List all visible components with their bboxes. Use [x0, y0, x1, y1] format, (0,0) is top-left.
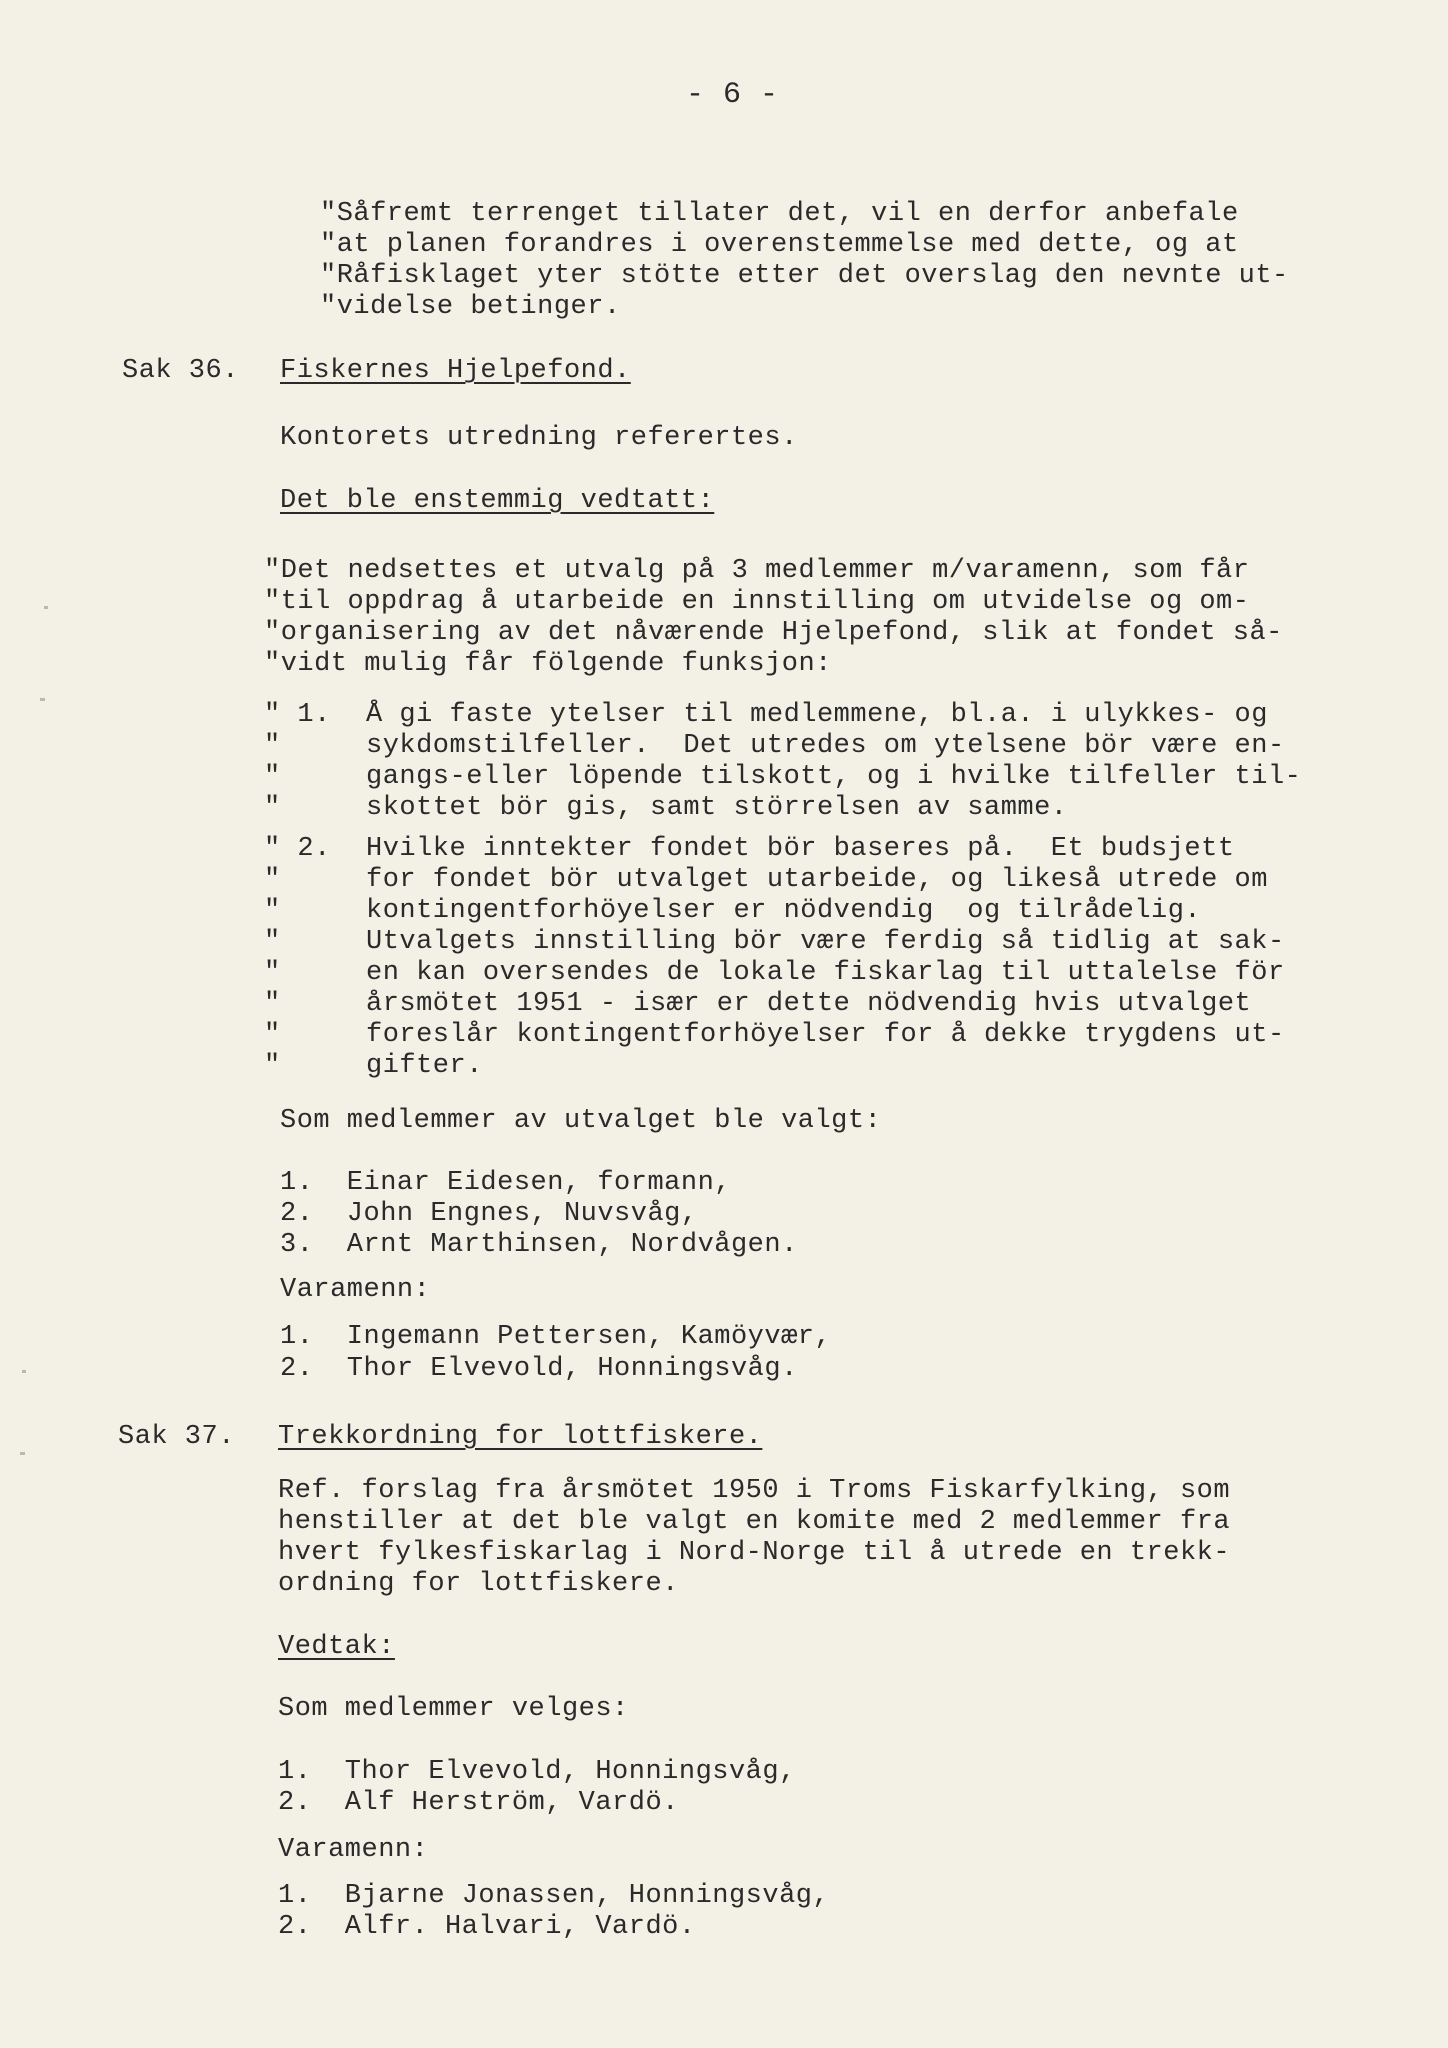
page-number: - 6 -	[686, 78, 779, 112]
point2-line: gifter.	[366, 1051, 483, 1081]
point2-line: Utvalgets innstilling bör være ferdig så tidlig at sak-	[366, 927, 1285, 957]
member-item: 1. Thor Elvevold, Honningsvåg,	[278, 1757, 796, 1787]
point2-line: en kan oversendes de lokale fiskarlag til uttalelse för	[366, 958, 1285, 988]
resolution-line: "til oppdrag å utarbeide en innstilling om utvidelse og om-	[264, 587, 1250, 617]
margin-speck	[44, 606, 48, 609]
point2-line: kontingentforhöyelser er nödvendig og tilrådelig.	[366, 896, 1202, 926]
sak37-decision-heading: Vedtak:	[278, 1632, 395, 1662]
sak36-deputies-heading: Varamenn:	[280, 1275, 431, 1305]
point2-line: foreslår kontingentforhöyelser for å dekke trygdens ut-	[366, 1020, 1285, 1050]
point1-line: sykdomstilfeller. Det utredes om ytelsene bör være en-	[366, 731, 1285, 761]
member-item: 2. John Engnes, Nuvsvåg,	[280, 1199, 698, 1229]
sak36-members-heading: Som medlemmer av utvalget ble valgt:	[280, 1106, 882, 1136]
member-item: 2. Alf Herström, Vardö.	[278, 1788, 679, 1818]
resolution-line: "vidt mulig får fölgende funksjon:	[264, 649, 832, 679]
sak36-note: Kontorets utredning referertes.	[280, 423, 798, 453]
point1-line: gangs-eller löpende tilskott, og i hvilke tilfeller til-	[366, 762, 1302, 792]
deputy-item: 2. Thor Elvevold, Honningsvåg.	[280, 1354, 798, 1384]
deputy-item: 1. Ingemann Pettersen, Kamöyvær,	[280, 1322, 832, 1352]
deputy-item: 2. Alfr. Halvari, Vardö.	[278, 1912, 696, 1942]
point2-quote-mark: "	[264, 896, 281, 926]
intro-quote-line: "at planen forandres i overenstemmelse med dette, og at	[320, 230, 1239, 260]
sak36-title: Fiskernes Hjelpefond.	[280, 356, 631, 386]
sak36-number: Sak 36.	[122, 356, 239, 386]
point1-quote-mark: "	[264, 731, 281, 761]
member-item: 1. Einar Eidesen, formann,	[280, 1168, 731, 1198]
intro-quote-line: "Råfisklaget yter stötte etter det overslag den nevnte ut-	[320, 261, 1289, 291]
sak36-decision-heading: Det ble enstemmig vedtatt:	[280, 486, 715, 516]
resolution-line: "organisering av det nåværende Hjelpefond, slik at fondet så-	[264, 618, 1283, 648]
point2-line: Hvilke inntekter fondet bör baseres på. Et budsjett	[366, 834, 1235, 864]
sak37-title: Trekkordning for lottfiskere.	[278, 1422, 763, 1452]
point2-line: årsmötet 1951 - især er dette nödvendig hvis utvalget	[366, 989, 1252, 1019]
sak37-deputies-heading: Varamenn:	[278, 1835, 429, 1865]
margin-speck	[20, 1452, 25, 1455]
point1-quote-mark: "	[264, 793, 281, 823]
point2-quote-mark: "	[264, 1020, 281, 1050]
sak37-ref-line: ordning for lottfiskere.	[278, 1569, 679, 1599]
resolution-line: "Det nedsettes et utvalg på 3 medlemmer m/varamenn, som får	[264, 556, 1250, 586]
point2-quote-mark: "	[264, 865, 281, 895]
point2-quote-mark: "	[264, 989, 281, 1019]
point2-quote-mark: "	[264, 1051, 281, 1081]
sak37-ref-line: Ref. forslag fra årsmötet 1950 i Troms Fiskarfylking, som	[278, 1476, 1231, 1506]
point2-quote-mark: "	[264, 958, 281, 988]
point2-quote-mark: " 2.	[264, 834, 331, 864]
point2-line: for fondet bör utvalget utarbeide, og likeså utrede om	[366, 865, 1268, 895]
margin-speck	[40, 698, 45, 701]
point1-quote-mark: " 1.	[264, 700, 331, 730]
sak37-number: Sak 37.	[118, 1422, 235, 1452]
point1-line: skottet bör gis, samt störrelsen av samme.	[366, 793, 1068, 823]
sak37-ref-line: hvert fylkesfiskarlag i Nord-Norge til å utrede en trekk-	[278, 1538, 1231, 1568]
point1-quote-mark: "	[264, 762, 281, 792]
sak37-members-heading: Som medlemmer velges:	[278, 1694, 629, 1724]
intro-quote-line: "Såfremt terrenget tillater det, vil en derfor anbefale	[320, 199, 1239, 229]
deputy-item: 1. Bjarne Jonassen, Honningsvåg,	[278, 1881, 830, 1911]
sak37-ref-line: henstiller at det ble valgt en komite med 2 medlemmer fra	[278, 1507, 1231, 1537]
member-item: 3. Arnt Marthinsen, Nordvågen.	[280, 1230, 798, 1260]
intro-quote-line: "videlse betinger.	[320, 292, 621, 322]
point2-quote-mark: "	[264, 927, 281, 957]
point1-line: Å gi faste ytelser til medlemmene, bl.a. i ulykkes- og	[366, 700, 1268, 730]
margin-speck	[22, 1370, 26, 1373]
